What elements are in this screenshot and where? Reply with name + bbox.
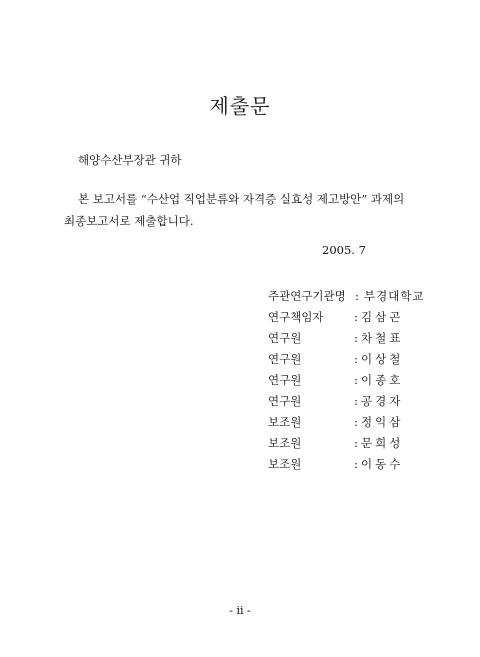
roster-separator: : [354,415,358,429]
roster-role: 보조원 [268,457,302,471]
page-number: - ii - [229,604,251,617]
roster-name: 부경대학교 [364,289,425,303]
roster-separator: : [354,310,358,324]
roster-role: 연구원 [268,373,302,387]
submission-date: 2005. 7 [322,243,366,257]
roster-name: 정익삼 [361,415,404,429]
roster-row [268,391,425,412]
roster-name: 이상철 [361,352,404,366]
submission-statement: 본 보고서를 “수산업 직업분류와 자격증 실효성 제고방안” 과제의 최종보고서로 제출합니다. [64,192,405,228]
roster-name: 문희성 [361,436,404,450]
roster-row-lead [268,307,425,328]
roster-name: 이종호 [361,373,404,387]
page-title: 제출문 [209,94,271,118]
roster-row-institution [268,286,425,307]
roster-row [268,370,425,391]
research-team-roster [268,286,425,475]
roster-separator: : [354,373,358,387]
roster-name: 김삼곤 [361,310,404,324]
roster-name: 이동수 [361,457,404,471]
roster-separator: : [355,289,359,303]
roster-role: 연구원 [268,394,302,408]
roster-row [268,412,425,433]
roster-separator: : [354,457,358,471]
recipient-line: 해양수산부장관 귀하 [78,153,182,167]
roster-row [268,433,425,454]
roster-role: 연구책임자 [268,310,324,324]
roster-separator: : [354,394,358,408]
roster-role: 연구원 [268,331,302,345]
roster-separator: : [354,352,358,366]
roster-role: 주관연구기관명 [268,289,346,303]
roster-row [268,454,425,475]
roster-row [268,328,425,349]
roster-role: 보조원 [268,436,302,450]
roster-name: 공경자 [361,394,404,408]
roster-role: 보조원 [268,415,302,429]
roster-separator: : [354,436,358,450]
roster-separator: : [354,331,358,345]
roster-name: 차철표 [361,331,404,345]
roster-role: 연구원 [268,352,302,366]
roster-row [268,349,425,370]
